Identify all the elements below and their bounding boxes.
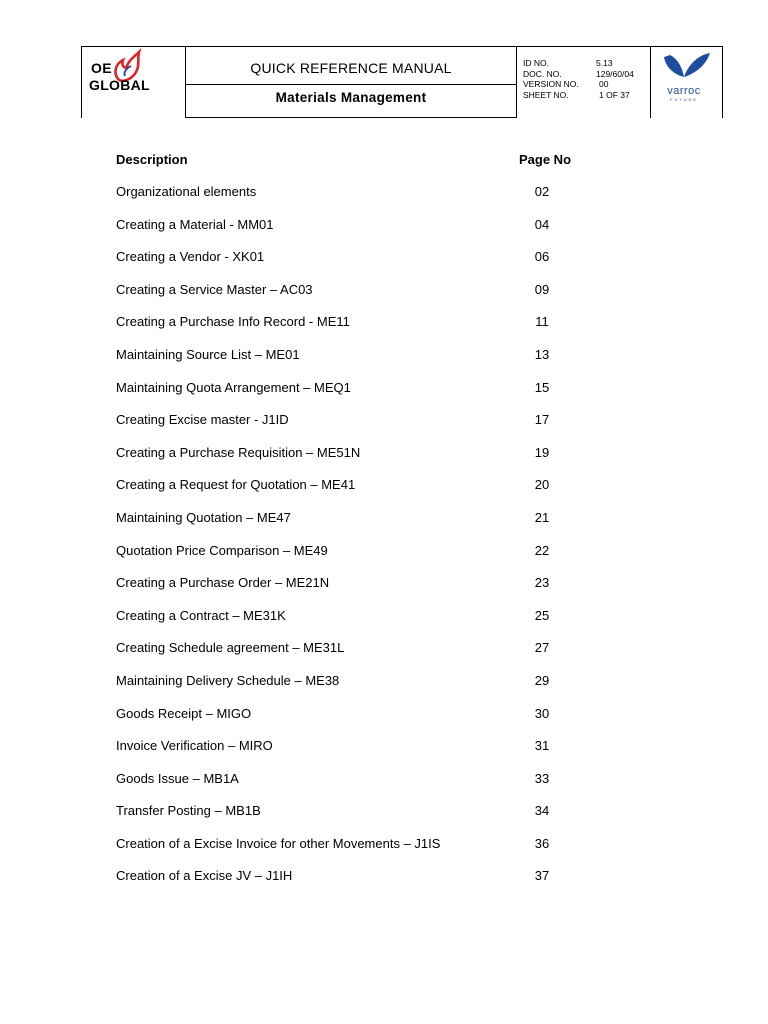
meta-key: SHEET NO. [523,89,569,100]
varroc-logo [652,47,722,117]
toc-page-number: 11 [535,314,549,330]
toc-page-number: 36 [534,835,550,851]
toc-page-number: 22 [534,542,550,558]
company-logo [87,52,185,112]
toc-description: Creating a Purchase Order – ME21N [116,575,330,591]
toc-page-number: 37 [534,868,550,884]
toc-description: Creating a Service Master – AC03 [116,281,313,297]
document-subtitle: Materials Management [275,90,427,105]
toc-description: Maintaining Delivery Schedule – ME38 [116,672,340,688]
company-name-line1: OE [91,60,112,76]
toc-page-number: 04 [534,216,550,232]
toc-page-number: 02 [534,184,550,199]
toc-page-number: 29 [534,672,550,688]
toc-description: Creating a Purchase Requisition – ME51N [116,444,361,460]
meta-row [523,69,648,80]
toc-row [116,567,636,600]
document-meta [523,58,648,100]
toc-row [116,600,636,633]
toc-page-number: 06 [534,249,550,265]
toc-page-number: 30 [534,705,550,721]
toc-description: Transfer Posting – MB1B [116,803,261,819]
toc-description: Creating a Contract – ME31K [116,607,286,623]
toc-description: Creation of a Excise Invoice for other Movements – J1IS [116,835,441,851]
toc-description: Maintaining Quotation – ME47 [116,509,291,525]
toc-rows [116,176,636,893]
toc-row [116,437,636,470]
toc-page-number: 25 [534,607,550,623]
toc-description: Organizational elements [116,184,257,199]
table-of-contents [116,144,636,893]
toc-row [116,665,636,698]
toc-page-number: 13 [534,346,550,362]
toc-row [116,535,636,568]
toc-row [116,795,636,828]
toc-page-number: 17 [534,412,550,428]
toc-row [116,372,636,405]
toc-row [116,274,636,307]
toc-description: Creating a Vendor - XK01 [116,249,265,265]
toc-page-number: 27 [534,640,550,656]
toc-page-number: 31 [534,738,550,754]
toc-description: Maintaining Source List – ME01 [116,346,300,362]
toc-description: Maintaining Quota Arrangement – MEQ1 [116,379,351,395]
toc-page-number: 15 [534,379,550,395]
toc-description: Creation of a Excise JV – J1IH [116,868,293,884]
toc-row [116,632,636,665]
toc-description: Creating Schedule agreement – ME31L [116,640,345,656]
toc-row [116,763,636,796]
meta-value: 00 [599,79,609,89]
varroc-tagline: FUTURE [669,97,699,102]
meta-value: 1 OF 37 [599,89,630,100]
toc-description: Creating a Material - MM01 [116,216,274,232]
company-name-line2: GLOBAL [89,77,150,93]
toc-row [116,404,636,437]
toc-description: Quotation Price Comparison – ME49 [116,542,328,558]
toc-page-header: Page No [519,152,572,167]
toc-row [116,469,636,502]
toc-row [116,176,636,209]
toc-page-number: 34 [534,803,550,819]
varroc-mark-icon [652,47,716,87]
meta-key: ID NO. [523,58,549,68]
toc-page-number: 20 [534,477,550,493]
varroc-wordmark: varroc [667,85,701,97]
toc-description: Goods Issue – MB1A [116,770,239,786]
toc-page-number: 33 [534,770,550,786]
toc-row [116,306,636,339]
toc-description: Creating Excise master - J1ID [116,412,289,428]
toc-page-number: 09 [534,281,550,297]
meta-value: 129/60/04 [596,68,634,79]
document-title: QUICK REFERENCE MANUAL [250,60,452,76]
toc-row [116,339,636,372]
toc-row [116,828,636,861]
toc-row [116,698,636,731]
toc-page-number: 19 [534,444,550,460]
toc-row [116,730,636,763]
toc-description: Creating a Request for Quotation – ME41 [116,477,356,493]
toc-row [116,860,636,893]
toc-description: Goods Receipt – MIGO [116,705,252,721]
meta-row [523,90,648,101]
meta-key: DOC. NO. [523,68,562,79]
toc-page-number: 21 [534,509,550,525]
toc-row [116,241,636,274]
toc-row [116,502,636,535]
meta-row [523,79,648,90]
toc-description-header: Description [116,152,188,167]
meta-key: VERSION NO. [523,79,579,89]
toc-header [116,144,636,176]
meta-row [523,58,648,69]
meta-value: 5.13 [596,58,613,68]
toc-row [116,209,636,242]
toc-description: Creating a Purchase Info Record - ME11 [116,314,350,330]
toc-description: Invoice Verification – MIRO [116,738,273,754]
toc-page-number: 23 [534,575,550,591]
